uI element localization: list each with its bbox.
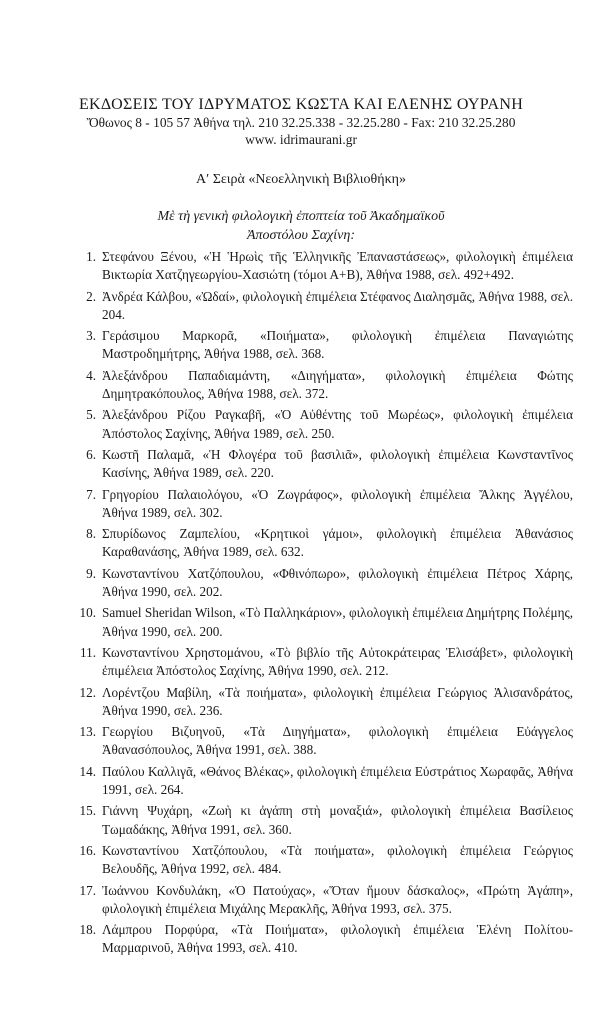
- item-number: 1.: [86, 249, 96, 264]
- item-number: 12.: [79, 684, 96, 700]
- item-number: 10.: [79, 605, 96, 621]
- list-item: [68, 248, 573, 284]
- publisher-address: Ὄθωνος 8 - 105 57 Ἀθήνα τηλ. 210 32.25.338 - 32.25.280 - Fax: 210 32.25.280: [86, 115, 516, 130]
- editor-line-2: Ἀποστόλου Σαχίνη:: [246, 228, 355, 243]
- list-item: [68, 367, 573, 403]
- item-text: Κωστῆ Παλαμᾶ, «Ἡ Φλογέρα τοῦ βασιλιᾶ», φιλολογικὴ ἐπιμέλεια Κωνσταντῖνος Κασίνης, Ἀθήνα 1989, σελ. 220.: [102, 446, 573, 481]
- item-text: Γεράσιμου Μαρκορᾶ, «Ποιήματα», φιλολογικὴ ἐπιμέλεια Παναγιώτης Μαστροδημήτρης, Ἀθήνα 1988, σελ. 368.: [102, 328, 573, 362]
- item-text: Γρηγορίου Παλαιολόγου, «Ὁ Ζωγράφος», φιλολογικὴ ἐπιμέλεια Ἄλκης Ἀγγέλου, Ἀθήνα 1989, σελ. 302.: [102, 486, 573, 520]
- item-number: 18.: [79, 922, 96, 938]
- item-number: 7.: [86, 486, 96, 502]
- list-item: [68, 802, 573, 838]
- list-item: [68, 486, 573, 522]
- list-item: [68, 525, 573, 561]
- item-text: Ἀλεξάνδρου Ρίζου Ραγκαβῆ, «Ὁ Αὐθέντης τοῦ Μωρέως», φιλολογικὴ ἐπιμέλεια Ἀπόστολος Σαχίνης, Ἀθήνα 1989, σελ. 250.: [102, 407, 573, 441]
- list-item: [68, 406, 573, 442]
- item-number: 6.: [86, 446, 96, 462]
- list-item: [68, 604, 573, 640]
- item-text: Κωνσταντίνου Χατζόπουλου, «Φθινόπωρο», φιλολογικὴ ἐπιμέλεια Πέτρος Χάρης, Ἀθήνα 1990, σελ. 202.: [102, 565, 573, 599]
- item-number: 3.: [86, 328, 96, 344]
- item-number: 11.: [80, 644, 96, 660]
- item-text: Λορέντζου Μαβίλη, «Τὰ ποιήματα», φιλολογικὴ ἐπιμέλεια Γεώργιος Ἀλισανδράτος, Ἀθήνα 1990, σελ. 236.: [102, 684, 573, 718]
- item-text: Ἰωάννου Κονδυλάκη, «Ὁ Πατούχας», «Ὅταν ἤμουν δάσκαλος», «Πρώτη Ἀγάπη», φιλολογικὴ ἐπιμέλεια Μιχάλης Μερακλῆς, Ἀθήνα 1993, σελ. 375.: [102, 882, 573, 916]
- item-text: Γιάννη Ψυχάρη, «Ζωὴ κι ἀγάπη στὴ μοναξιά», φιλολογικὴ ἐπιμέλεια Βασίλειος Τωμαδάκης, Ἀθήνα 1991, σελ. 360.: [102, 803, 573, 837]
- item-number: 9.: [86, 565, 96, 581]
- list-item: [68, 723, 573, 759]
- item-text: Γεωργίου Βιζυηνοῦ, «Τὰ Διηγήματα», φιλολογικὴ ἐπιμέλεια Εὐάγγελος Ἀθανασόπουλος, Ἀθήνα 1991, σελ. 388.: [102, 724, 573, 758]
- item-text: Παύλου Καλλιγᾶ, «Θάνος Βλέκας», φιλολογικὴ ἐπιμέλεια Εὐστράτιος Χωραφᾶς, Ἀθήνα 1991, σελ. 264.: [102, 763, 573, 797]
- list-item: [68, 882, 573, 918]
- publisher-name: ΕΚΔΟΣΕΙΣ ΤΟΥ ΙΔΡΥΜΑΤΟΣ ΚΩΣΤΑ ΚΑΙ ΕΛΕΝΗΣ ΟΥΡΑΝΗ: [78, 96, 524, 113]
- list-item: [68, 684, 573, 720]
- editor-line-1: Μὲ τὴ γενικὴ φιλολογικὴ ἐποπτεία τοῦ Ἀκαδημαϊκοῦ: [157, 209, 445, 224]
- item-text: Σπυρίδωνος Ζαμπελίου, «Κρητικοὶ γάμοι», φιλολογικὴ ἐπιμέλεια Ἀθανάσιος Καραθανάσης, Ἀθήνα 1989, σελ. 632.: [102, 526, 573, 560]
- item-number: 17.: [79, 882, 96, 898]
- item-text: Ἀλεξάνδρου Παπαδιαμάντη, «Διηγήματα», φιλολογικὴ ἐπιμέλεια Φώτης Δημητρακόπουλος, Ἀθήνα 1988, σελ. 372.: [102, 367, 573, 401]
- item-text: Κωνσταντίνου Χατζόπουλου, «Τὰ ποιήματα», φιλολογικὴ ἐπιμέλεια Γεώργιος Βελουδῆς, Ἀθήνα 1992, σελ. 484.: [102, 842, 573, 877]
- item-number: 16.: [79, 842, 96, 858]
- list-item: [68, 288, 573, 324]
- item-text: Samuel Sheridan Wilson, «Τὸ Παλληκάριον», φιλολογικὴ ἐπιμέλεια Δημήτρης Πολέμης, Ἀθήνα 1990, σελ. 200.: [102, 605, 573, 639]
- publisher-website: www. idrimaurani.gr: [245, 132, 357, 147]
- list-item: [68, 327, 573, 363]
- item-number: 5.: [86, 407, 96, 423]
- list-item: [68, 842, 573, 878]
- item-number: 15.: [79, 803, 96, 819]
- item-text: Στεφάνου Ξένου, «Ἡ Ἡρωὶς τῆς Ἑλληνικῆς Ἐπαναστάσεως», φιλολογικὴ ἐπιμέλεια Βικτωρία Χατζηγεωργίου-Χασιώτη (τόμοι Α+Β), Ἀθήνα 1988, σελ. 492+492.: [102, 249, 573, 283]
- list-item: [68, 644, 573, 680]
- item-text: Κωνσταντίνου Χρηστομάνου, «Τὸ βιβλίο τῆς Αὐτοκράτειρας Ἐλισάβετ», φιλολογικὴ ἐπιμέλεια Ἀπόστολος Σαχίνης, Ἀθήνα 1990, σελ. 212.: [102, 644, 573, 679]
- item-text: Λάμπρου Πορφύρα, «Τὰ Ποιήματα», φιλολογικὴ ἐπιμέλεια Ἑλένη Πολίτου-Μαρμαρινοῦ, Ἀθήνα 1993, σελ. 410.: [102, 922, 573, 956]
- item-number: 13.: [79, 724, 96, 740]
- publisher-header: [0, 95, 602, 148]
- series-title: Α′ Σειρὰ «Νεοελληνικὴ Βιβλιοθήκη»: [196, 172, 406, 187]
- list-item: [68, 446, 573, 482]
- item-number: 4.: [86, 367, 96, 383]
- item-number: 2.: [86, 288, 96, 304]
- item-number: 8.: [86, 526, 96, 542]
- item-text: Ἀνδρέα Κάλβου, «Ὠδαί», φιλολογικὴ ἐπιμέλεια Στέφανος Διαλησμᾶς, Ἀθήνα 1988, σελ. 204.: [102, 288, 573, 322]
- list-item: [68, 921, 573, 957]
- item-number: 14.: [79, 763, 96, 779]
- list-item: [68, 763, 573, 799]
- list-item: [68, 565, 573, 601]
- editor-note: [0, 207, 602, 245]
- publication-list: [68, 248, 573, 961]
